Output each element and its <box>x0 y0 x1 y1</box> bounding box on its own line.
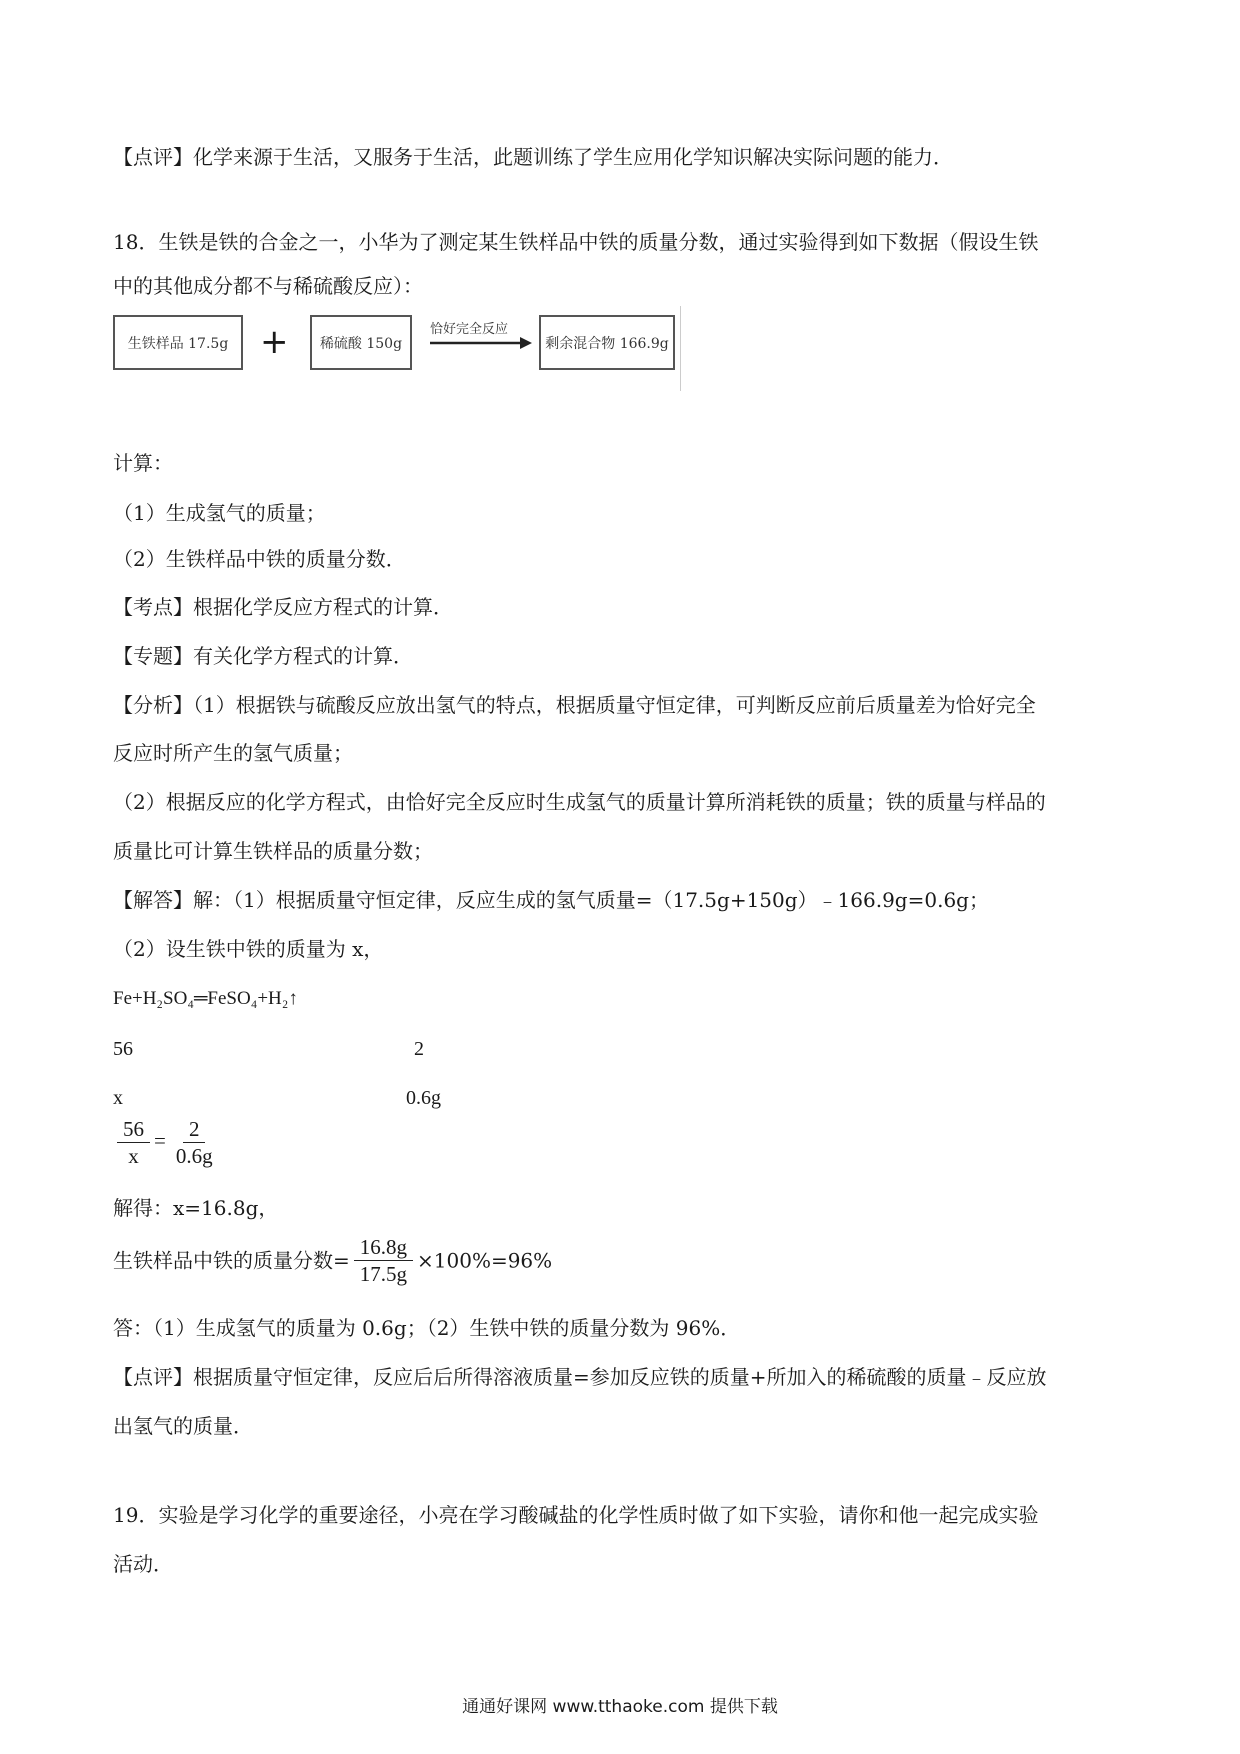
ratio-0.6g: 0.6g <box>406 1087 441 1109</box>
analysis-line3: （2）根据反应的化学方程式，由恰好完全反应时生成氢气的质量计算所消耗铁的质量；铁的质量与样品的 <box>113 790 1046 814</box>
formula-suffix: ×100%=96% <box>417 1248 553 1273</box>
ratio-x: x <box>113 1087 123 1109</box>
frac-num: 16.8g <box>354 1234 413 1261</box>
arrow-label: 恰好完全反应 <box>430 322 509 337</box>
box-iron-sample: 生铁样品 17.5g <box>113 315 243 370</box>
analysis-line1: 【分析】（1）根据铁与硫酸反应放出氢气的特点，根据质量守恒定律，可判断反应前后质量差为恰好完全 <box>113 693 1036 717</box>
page-footer: 通通好课网 www.tthaoke.com 提供下载 <box>462 1697 778 1717</box>
frac-den: x <box>128 1144 139 1168</box>
question-part2: （2）生铁样品中铁的质量分数． <box>113 547 406 571</box>
fraction-56-over-x <box>117 1116 150 1169</box>
box-dilute-acid: 稀硫酸 150g <box>310 315 412 370</box>
zhuanti: 【专题】有关化学方程式的计算． <box>113 644 413 668</box>
kaodian: 【考点】根据化学反应方程式的计算． <box>113 595 453 619</box>
chemical-equation: Fe+H₂SO₄═FeSO₄+H₂↑ <box>113 988 298 1009</box>
mass-fraction-formula <box>113 1234 552 1287</box>
question-part1: （1）生成氢气的质量； <box>113 501 326 525</box>
ratio-56: 56 <box>113 1038 133 1060</box>
previous-comment: 【点评】化学来源于生活，又服务于生活，此题训练了学生应用化学知识解决实际问题的能力． <box>113 145 953 169</box>
analysis-line4: 质量比可计算生铁样品的质量分数； <box>113 839 433 863</box>
fraction-2-over-0.6g <box>170 1116 219 1169</box>
solve-x: 解得：x=16.8g， <box>113 1196 279 1220</box>
diagram-edge <box>680 306 681 391</box>
frac-den: 0.6g <box>175 1144 213 1168</box>
formula-prefix: 生铁样品中铁的质量分数= <box>113 1248 350 1273</box>
solution-line1: 【解答】解：（1）根据质量守恒定律，反应生成的氢气质量=（17.5g+150g）﹣166.9g=0.6g； <box>113 888 989 912</box>
comment-line1: 【点评】根据质量守恒定律，反应后后所得溶液质量=参加反应铁的质量+所加入的稀硫酸的质量﹣反应放 <box>113 1365 1047 1389</box>
q19-stem-line2: 活动． <box>113 1552 173 1576</box>
q19-stem-line1: 19．实验是学习化学的重要途径，小亮在学习酸碱盐的化学性质时做了如下实验，请你和他一起完成实验 <box>113 1503 1039 1527</box>
comment-line2: 出氢气的质量． <box>113 1414 253 1438</box>
final-answer: 答：（1）生成氢气的质量为 0.6g；（2）生铁中铁的质量分数为 96%． <box>113 1316 741 1340</box>
plus-sign: + <box>260 322 289 362</box>
calc-title: 计算： <box>113 451 173 475</box>
frac-num: 2 <box>183 1116 206 1143</box>
q18-stem-line2: 中的其他成分都不与稀硫酸反应）： <box>113 274 423 298</box>
fraction-16.8-over-17.5 <box>354 1234 413 1287</box>
equals-sign: = <box>154 1128 166 1153</box>
frac-den: 17.5g <box>359 1262 408 1286</box>
q18-stem-line1: 18．生铁是铁的合金之一，小华为了测定某生铁样品中铁的质量分数，通过实验得到如下数据（假设生铁 <box>113 230 1039 254</box>
analysis-line2: 反应时所产生的氢气质量； <box>113 741 353 765</box>
proportion <box>113 1116 223 1169</box>
ratio-2: 2 <box>414 1038 424 1060</box>
solution-line2: （2）设生铁中铁的质量为 x， <box>113 937 384 961</box>
reaction-arrow-icon <box>428 335 532 351</box>
frac-num: 56 <box>117 1116 150 1143</box>
box-remaining-mixture: 剩余混合物 166.9g <box>539 315 675 370</box>
